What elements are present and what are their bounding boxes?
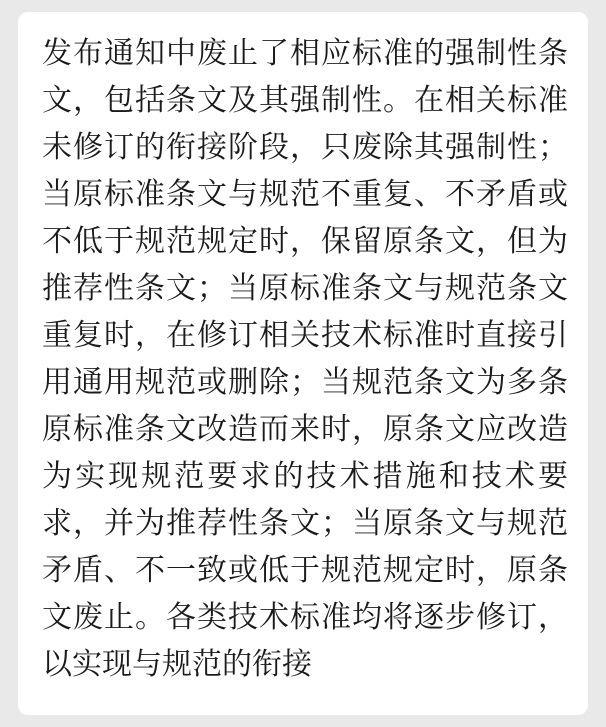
message-body-text: 发布通知中废止了相应标准的强制性条文，包括条文及其强制性。在相关标准未修订的衔接阶段，只废除其强制性；当原标准条文与规范不重复、不矛盾或不低于规范规定时，保留原条文，但为推荐性条文；当原标准条文与规范条文重复时，在修订相关技术标准时直接引用通用规范或删除；当规范条文为多条原标准条文改造而来时，原条文应改造为实现规范要求的技术措施和技术要求，并为推荐性条文；当原条文与规范矛盾、不一致或低于规范规定时，原条文废止。各类技术标准均将逐步修订，以实现与规范的衔接 [42,36,568,682]
message-bubble-tail [28,38,38,56]
message-bubble[interactable] [18,12,588,715]
